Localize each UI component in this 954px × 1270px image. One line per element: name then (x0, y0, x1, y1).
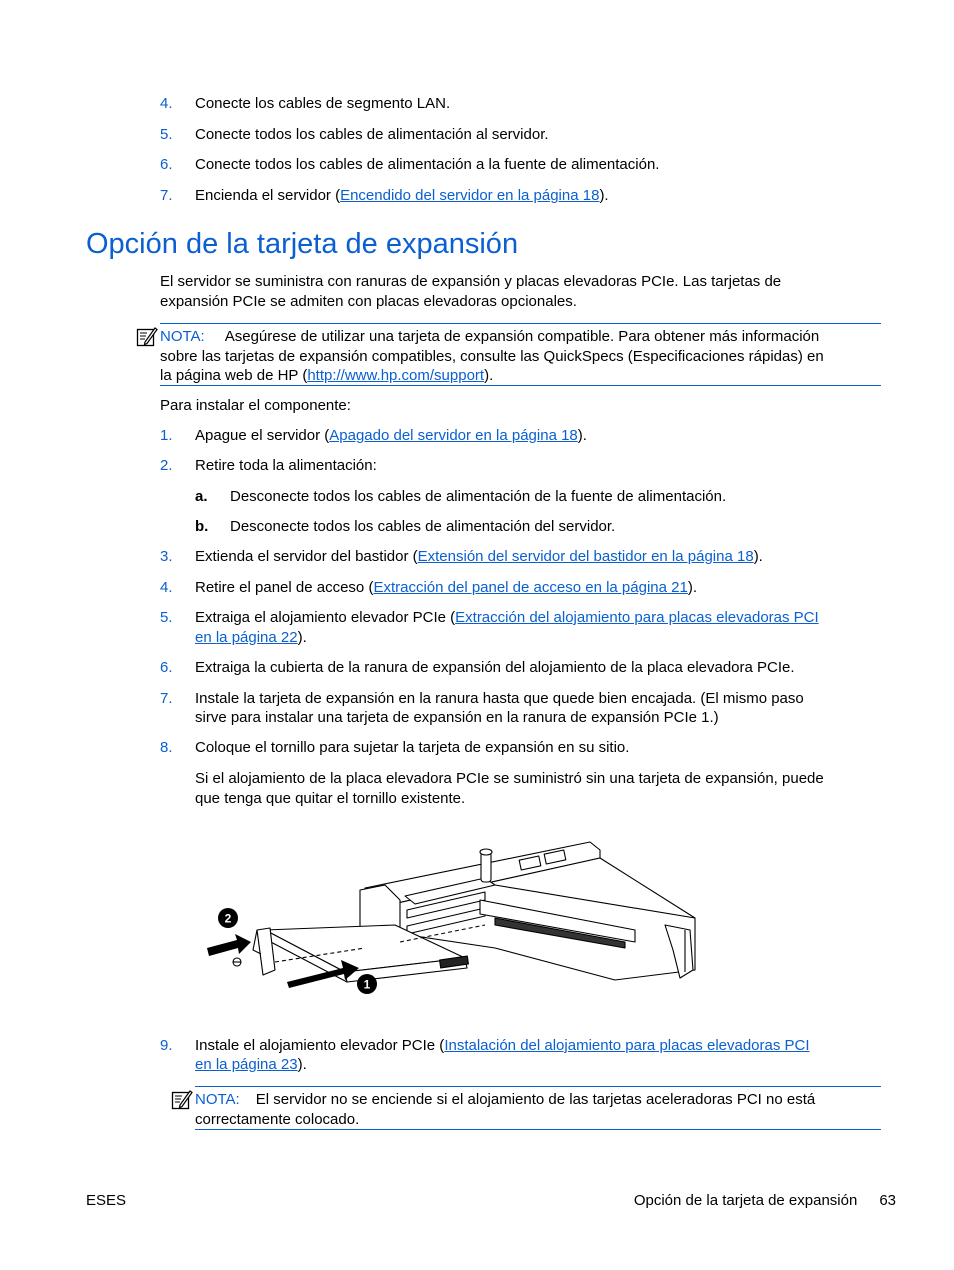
page-number: 63 (879, 1192, 896, 1209)
intro-paragraph: El servidor se suministra con ranuras de expansión y placas elevadoras PCIe. Las tarjetas de expansión PCIe se admiten con placas elevadoras opcionales. (160, 273, 782, 310)
support-url-link[interactable]: http://www.hp.com/support (307, 367, 485, 384)
install-intro: Para instalar el componente: (160, 397, 351, 414)
footer-right (634, 1191, 896, 1211)
note-box: NOTA: El servidor no se enciende si el alojamiento de las tarjetas aceleradoras PCI no está correctamente colocado. (195, 1086, 881, 1130)
callout-2: 2 (224, 911, 232, 926)
step-number: 4. (160, 95, 173, 112)
note-label: NOTA: (195, 1091, 240, 1108)
cross-reference-link[interactable]: Extensión del servidor del bastidor en la página 18 (417, 548, 754, 565)
cross-reference-link[interactable]: Extracción del panel de acceso en la página 21 (373, 579, 688, 596)
step-number: 5. (160, 126, 173, 143)
riser-cage-illustration (195, 830, 725, 1005)
note-icon (136, 326, 158, 348)
note-label: NOTA: (160, 328, 205, 345)
note-icon (171, 1089, 193, 1111)
step-text: Encienda el servidor (Encendido del servidor en la página 18). (195, 187, 609, 204)
cross-reference-link[interactable]: Instalación del alojamiento para placas elevadoras PCI (444, 1037, 810, 1054)
section-title: Opción de la tarjeta de expansión (86, 228, 519, 260)
note-box: NOTA: Asegúrese de utilizar una tarjeta de expansión compatible. Para obtener más información sobre las tarjetas de expansión compatibles, consulte las QuickSpecs (Especificaciones rápidas) en la página web de HP (http://www.hp.com/support). (160, 323, 881, 386)
footer-left: ESES (86, 1192, 127, 1209)
cross-reference-link[interactable]: Apagado del servidor en la página 18 (329, 427, 578, 444)
cross-reference-link[interactable]: en la página 22 (195, 629, 298, 646)
document-page: 4. Conecte los cables de segmento LAN. 5. Conecte todos los cables de alimentación al servidor. 6. Conecte todos los cables de alimentación a la fuente de alimentación. 7. Encienda el servidor (Encendido del servidor en la página 18). Opción de la tarjeta de expansión El servidor se suministra con ranuras de expansión y placas elevadoras PCIe. Las tarjetas de expansión PCIe se admiten con placas elevadoras opcionales. NOTA: Asegúrese de utilizar una tarjeta de expansión compatible. Para obtener más información sobre las tarjetas de expansión compatibles, consulte las QuickSpecs (Especificaciones rápidas) en la página web de HP (http://www.hp.com/support). Para instalar el componente: 1. Apague el servidor (Apagado del servidor en la página 18). 2. Retire toda la alimentación: a. Desconecte todos los cables de alimentación de la fuente de alimentación. b. Desconecte todos los cables de alimentación del servidor. 3. Extienda el servidor del bastidor (Extensión del servidor del bastidor en la página 18). 4. Retire el panel de acceso (Extracción del panel de acceso en la página 21). 5. Extraiga el alojamiento elevador PCIe (Extracción del alojamiento para placas elevadoras PCI en la página 22). 6. Extraiga la cubierta de la ranura de expansión del alojamiento de la placa elevadora PCIe. 7. Instale la tarjeta de expansión en la ranura hasta que quede bien encajada. (El mismo paso sirve para instalar una tarjeta de expansión en la ranura de expansión PCIe 1.) 8. Coloque el tornillo para sujetar la tarjeta de expansión en su sitio. Si el alojamiento de la placa elevadora PCIe se suministró sin una tarjeta de expansión, puede que tenga que quitar el tornillo existente. 2 1 9. Instale el alojamiento elevador PCIe (Instalación del alojamiento para placas elevadoras PCI en la página 23). NOTA: El servidor no se enciende si el alojamiento de las tarjetas aceleradoras PCI no está correctamente colocado. ESES Opción de la tarjeta de expansión 63 (86, 95, 896, 1209)
step-number: 6. (160, 156, 173, 173)
step-number: 7. (160, 187, 173, 204)
step-text: Conecte los cables de segmento LAN. (195, 95, 451, 112)
cross-reference-link[interactable]: Extracción del alojamiento para placas elevadoras PCI (455, 609, 819, 626)
cross-reference-link[interactable]: en la página 23 (195, 1056, 298, 1073)
step-text: Conecte todos los cables de alimentación al servidor. (195, 126, 549, 143)
callout-1: 1 (363, 977, 371, 992)
step-text: Conecte todos los cables de alimentación a la fuente de alimentación. (195, 156, 660, 173)
cross-reference-link[interactable]: Encendido del servidor en la página 18 (340, 187, 600, 204)
footer-section-title: Opción de la tarjeta de expansión (633, 1192, 858, 1209)
